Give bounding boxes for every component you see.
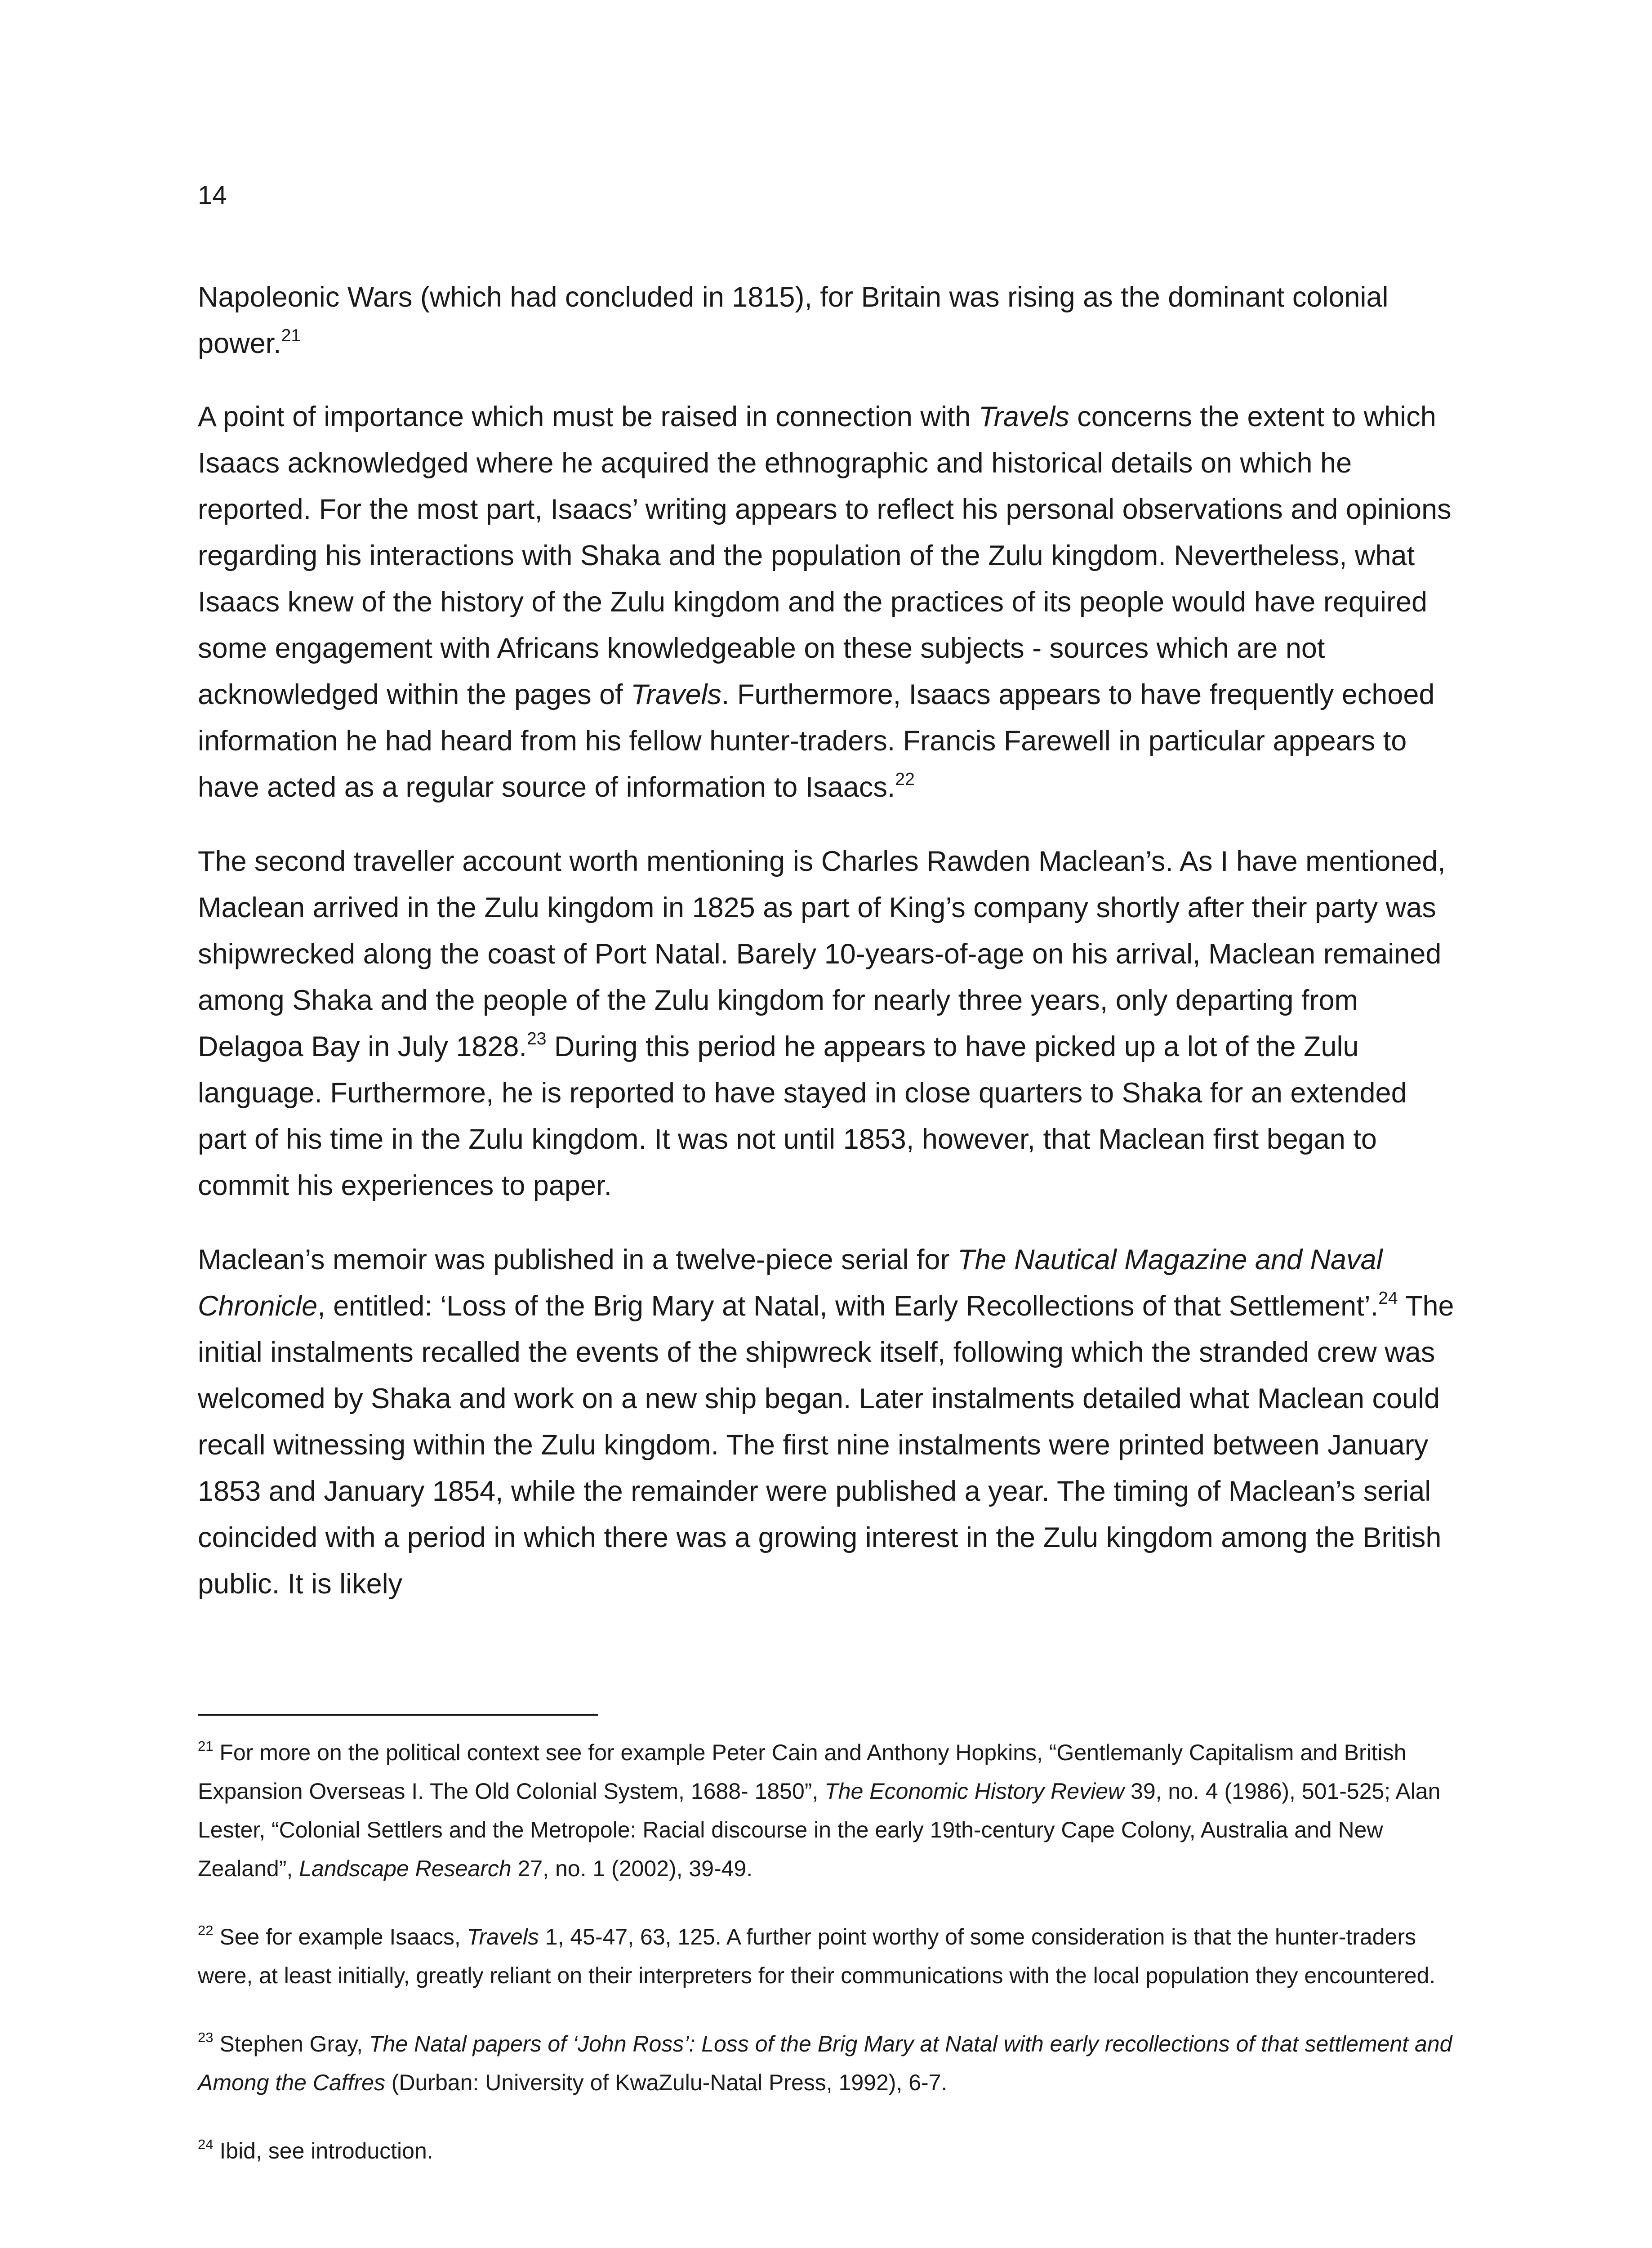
footnote-number: 23: [198, 2029, 214, 2046]
footnote-22: [198, 1918, 1456, 1995]
footnotes: [198, 1733, 1456, 2200]
paragraph-1: [198, 274, 1456, 367]
footnote-text: 1, 45-47, 63, 125. A further point worthy of some consideration is that the hunter-traders were, at least initially, greatly reliant on their interpreters for their communications with the local population they encountered.: [198, 1924, 1436, 1988]
footnote-text: Stephen Gray,: [213, 2031, 369, 2056]
paragraph-2-text-b: concerns the extent to which Isaacs acknowledged where he acquired the ethnographic and historical details on which he reported. For the most part, Isaacs’ writing appears to reflect his personal observations and opinions regarding his interactions with Shaka and the population of the Zulu kingdom. Nevertheless, what Isaacs knew of the history of the Zulu kingdom and the practices of its people would have required some engagement with Africans knowledgeable on these subjects - sources which are not acknowledged within the pages of: [198, 401, 1452, 710]
footnote-italic-title: The Economic History Review: [824, 1779, 1125, 1804]
footnote-number: 21: [198, 1738, 214, 1754]
paragraph-3-text-b: During this period he appears to have picked up a lot of the Zulu language. Furthermore, he is reported to have stayed in close quarters to Shaka for an extended part of his time in the Zulu kingdom. It was not until 1853, however, that Maclean first began to commit his experiences to paper.: [198, 1031, 1407, 1201]
footnote-ref-22: 22: [895, 770, 915, 789]
footnote-italic-title: Travels: [467, 1924, 539, 1949]
footnote-24: [198, 2132, 1456, 2170]
footnote-text: Ibid, see introduction.: [213, 2138, 433, 2163]
paragraph-2-title-travels: Travels: [978, 401, 1069, 433]
page-number: 14: [198, 181, 227, 210]
footnote-ref-24: 24: [1378, 1289, 1398, 1308]
paragraph-4: [198, 1237, 1456, 1607]
paragraph-2-text-a: A point of importance which must be raised in connection with: [198, 401, 979, 433]
footnote-ref-23: 23: [526, 1029, 547, 1049]
paragraph-2-title-travels-2: Travels: [631, 679, 722, 710]
paragraph-1-text: Napoleonic Wars (which had concluded in 1815), for Britain was rising as the dominant colonial power.: [198, 281, 1389, 359]
paragraph-2: [198, 394, 1456, 811]
footnote-text: 27, no. 1 (2002), 39-49.: [511, 1856, 753, 1881]
footnote-text: For more on the political context see for example Peter Cain and Anthony Hopkins, “Gentlemanly Capitalism and British Expansion Overseas I. The Old Colonial System, 1688- 1850”,: [198, 1740, 1407, 1804]
paragraph-4-text-b: , entitled: ‘Loss of the Brig Mary at Natal, with Early Recollections of that Settlement’.: [317, 1290, 1379, 1322]
paragraph-2-text-c: . Furthermore, Isaacs appears to have frequently echoed information he had heard from his fellow hunter-traders. Francis Farewell in particular appears to have acted as a regular source of information to Isaacs.: [198, 679, 1435, 803]
paragraph-3-text-a: The second traveller account worth mentioning is Charles Rawden Maclean’s. As I have mentioned, Maclean arrived in the Zulu kingdom in 1825 as part of King’s company shortly after their party was shipwrecked along the coast of Port Natal. Barely 10-years-of-age on his arrival, Maclean remained among Shaka and the people of the Zulu kingdom for nearly three years, only departing from Delagoa Bay in July 1828.: [198, 846, 1446, 1062]
paragraph-4-title-nautical-magazine: The Nautical Magazine and Naval Chronicle: [198, 1244, 1383, 1322]
paragraph-4-text-c: The initial instalments recalled the events of the shipwreck itself, following which the stranded crew was welcomed by Shaka and work on a new ship began. Later instalments detailed what Maclean could recall witnessing within the Zulu kingdom. The first nine instalments were printed between January 1853 and January 1854, while the remainder were published a year. The timing of Maclean’s serial coincided with a period in which there was a growing interest in the Zulu kingdom among the British public. It is likely: [198, 1290, 1454, 1600]
footnote-21: [198, 1733, 1456, 1888]
footnote-number: 22: [198, 1922, 214, 1939]
paragraph-3: [198, 839, 1456, 1209]
footnote-number: 24: [198, 2136, 214, 2153]
footnote-separator: [198, 1714, 598, 1716]
footnote-text: (Durban: University of KwaZulu-Natal Press, 1992), 6-7.: [385, 2070, 948, 2095]
footnote-text: See for example Isaacs,: [213, 1924, 467, 1949]
body-text: [198, 274, 1456, 1635]
footnote-23: [198, 2025, 1456, 2102]
footnote-ref-21: 21: [281, 326, 301, 346]
paragraph-4-text-a: Maclean’s memoir was published in a twelve-piece serial for: [198, 1244, 958, 1276]
footnote-text: 39, no. 4 (1986), 501-525; Alan Lester, “Colonial Settlers and the Metropole: Racial discourse in the early 19th-century Cape Colony, Australia and New Zealand”,: [198, 1779, 1441, 1881]
footnote-italic-title: Landscape Research: [299, 1856, 512, 1881]
footnote-italic-title: The Natal papers of ‘John Ross’: Loss of the Brig Mary at Natal with early recollections of that settlement and Among the Caffres: [198, 2031, 1452, 2095]
